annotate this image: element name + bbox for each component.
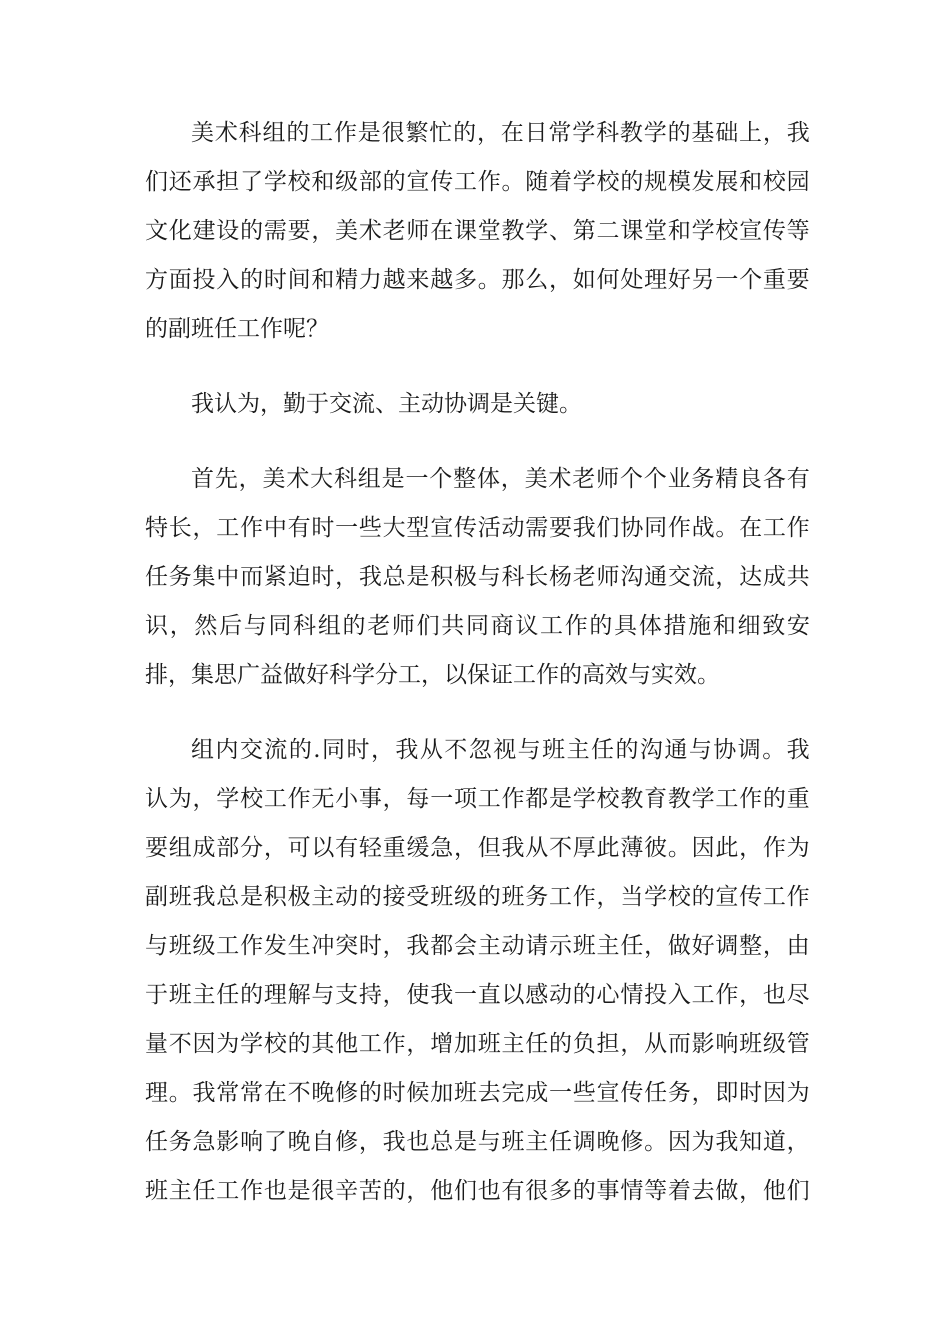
text-line: 文 化 建 设 的 需 要 ， 美 术 老 师 在 课 堂 教 学 、 第 二 课 堂 和 学 校 宣 传 等 [145,218,810,244]
paragraph [145,380,810,429]
text-line: 排，集思广益做好科学分工，以保证工作的高效与实效。 [145,662,720,688]
text-line: 副 班 我 总 是 积 极 主 动 的 接 受 班 级 的 班 务 工 作 ， 当 学 校 的 宣 传 工 作 [145,884,810,910]
paragraph [145,109,810,354]
text-line: 美 术 科 组 的 工 作 是 很 繁 忙 的 ， 在 日 常 学 科 教 学 的 基 础 上 ， 我 [191,120,810,146]
text-line: 们 还 承 担 了 学 校 和 级 部 的 宣 传 工 作 。 随 着 学 校 的 规 模 发 展 和 校 园 [145,169,810,195]
body-text [145,109,810,1216]
text-line: 方 面 投 入 的 时 间 和 精 力 越 来 越 多 。 那 么 ， 如 何 处 理 好 另 一 个 重 要 [145,267,810,293]
paragraph [145,455,810,700]
text-line: 我认为，勤于交流、主动协调是关键。 [191,391,582,417]
text-line: 于 班 主 任 的 理 解 与 支 持 ， 使 我 一 直 以 感 动 的 心 情 投 入 工 作 ， 也 尽 [145,982,810,1008]
text-line: 的副班任工作呢？ [145,316,329,342]
text-line: 理 。 我 常 常 在 不 晚 修 的 时 候 加 班 去 完 成 一 些 宣 传 任 务 ， 即 时 因 为 [145,1080,810,1106]
text-line: 首 先 ， 美 术 大 科 组 是 一 个 整 体 ， 美 术 老 师 个 个 业 务 精 良 各 有 [191,466,810,492]
text-line: 任 务 集 中 而 紧 迫 时 ， 我 总 是 积 极 与 科 长 杨 老 师 沟 通 交 流 ， 达 成 共 [145,564,810,590]
text-line: 组 内 交 流 的 . 同 时 ， 我 从 不 忽 视 与 班 主 任 的 沟 通 与 协 调 。 我 [191,737,810,763]
text-line: 与 班 级 工 作 发 生 冲 突 时 ， 我 都 会 主 动 请 示 班 主 任 ， 做 好 调 整 ， 由 [145,933,810,959]
paragraph [145,726,810,1216]
text-line: 认 为 ， 学 校 工 作 无 小 事 ， 每 一 项 工 作 都 是 学 校 教 育 教 学 工 作 的 重 [145,786,810,812]
text-line: 识 ， 然 后 与 同 科 组 的 老 师 们 共 同 商 议 工 作 的 具 体 措 施 和 细 致 安 [145,613,810,639]
text-line: 量 不 因 为 学 校 的 其 他 工 作 ， 增 加 班 主 任 的 负 担 ， 从 而 影 响 班 级 管 [145,1031,810,1057]
text-line: 班 主 任 工 作 也 是 很 辛 苦 的 ， 他 们 也 有 很 多 的 事 情 等 着 去 做 ， 他 们 [145,1178,810,1204]
text-line: 特 长 ， 工 作 中 有 时 一 些 大 型 宣 传 活 动 需 要 我 们 协 同 作 战 。 在 工 作 [145,515,810,541]
text-line: 任 务 急 影 响 了 晚 自 修 ， 我 也 总 是 与 班 主 任 调 晚 修 。 因 为 我 知 道 ， [145,1129,810,1155]
text-line: 要 组 成 部 分 ， 可 以 有 轻 重 缓 急 ， 但 我 从 不 厚 此 薄 彼 。 因 此 ， 作 为 [145,835,810,861]
